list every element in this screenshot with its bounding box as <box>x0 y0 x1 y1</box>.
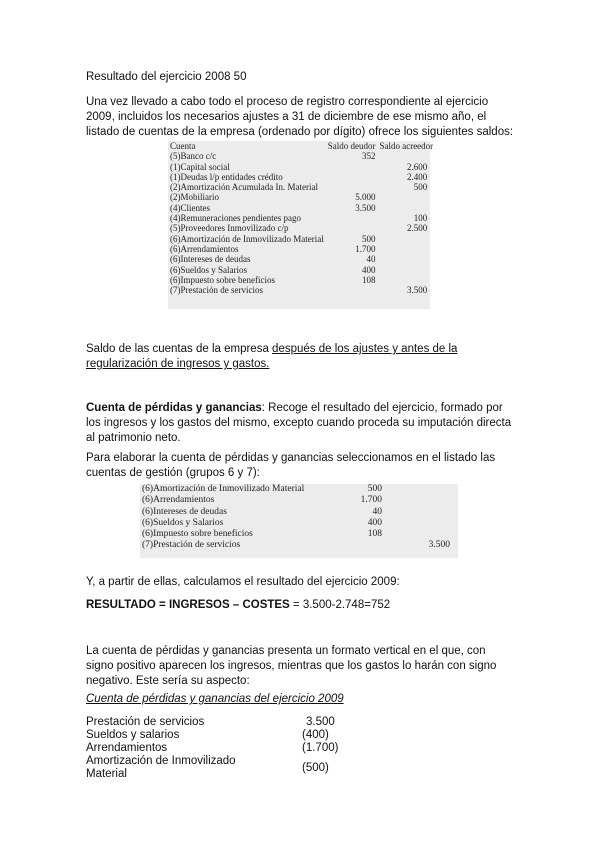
acreedor-cell <box>384 495 458 506</box>
cuenta-cell: (6)Arrendamientos <box>170 243 239 254</box>
heading: Resultado del ejercicio 2008 50 <box>86 71 247 83</box>
deudor-cell: 3.500 <box>355 202 376 213</box>
acreedor-cell: 2.600 <box>406 161 428 172</box>
pyg-statement <box>86 716 386 781</box>
deudor-cell: 1.700 <box>360 495 382 506</box>
table-row <box>168 244 435 254</box>
cuenta-cell: (6)Arrendamientos <box>142 495 215 506</box>
pyg-line-label: Amortización de Inmovilizado Material <box>86 755 236 780</box>
cuenta-cell: (7)Prestación de servicios <box>170 285 263 296</box>
acreedor-cell: 2.400 <box>406 171 428 182</box>
table-row <box>168 172 435 182</box>
deudor-cell: 500 <box>361 233 376 244</box>
acreedor-cell <box>377 192 435 202</box>
cuenta-cell: (4)Remuneraciones pendientes pago <box>170 213 301 224</box>
cuenta-cell: (6)Intereses de deudas <box>142 506 227 517</box>
deudor-cell <box>326 182 378 192</box>
deudor-cell: 108 <box>361 274 376 285</box>
acreedor-cell: 3.500 <box>406 285 428 296</box>
pyg-title: Cuenta de pérdidas y ganancias del ejercicio 2009 <box>86 693 344 705</box>
pyg-line-value: (1.700) <box>302 742 339 754</box>
table-row <box>168 234 435 244</box>
table-row <box>140 484 458 495</box>
formato-paragraph: La cuenta de pérdidas y ganancias presenta un formato vertical en el que, con signo positivo aparecen los ingresos, mientras que los gastos lo harán con signo negativo. Este sería su aspecto: <box>86 645 497 687</box>
cuenta-cell: (2)Amortización Acumulada In. Material <box>170 182 318 193</box>
formula-bold: RESULTADO = INGRESOS – COSTES <box>86 599 290 611</box>
gestion-table-image <box>140 484 458 558</box>
table-row <box>168 182 435 192</box>
cuenta-cell: (6)Amortización de Inmovilizado Material <box>170 233 324 244</box>
cuenta-cell: (6)Sueldos y Salarios <box>170 264 247 275</box>
acreedor-cell <box>377 275 435 285</box>
list-item <box>86 716 386 729</box>
deudor-cell: 352 <box>361 151 376 162</box>
pyg-line-value: (400) <box>302 729 329 741</box>
cuenta-cell: (6)Intereses de deudas <box>170 254 251 265</box>
pyg-definition <box>86 401 516 446</box>
acreedor-cell <box>377 203 435 213</box>
acreedor-cell <box>384 484 458 495</box>
caption-prefix: Saldo de las cuentas de la empresa <box>86 343 273 355</box>
table-caption <box>86 342 516 372</box>
table-row <box>168 223 435 233</box>
deudor-cell: 40 <box>372 506 382 517</box>
table-row <box>168 192 435 202</box>
list-item <box>86 755 386 781</box>
table-row <box>168 151 435 161</box>
cuenta-cell: (1)Capital social <box>170 161 230 172</box>
table-row <box>168 203 435 213</box>
acreedor-cell <box>384 529 458 540</box>
deudor-cell: 5.000 <box>355 192 376 203</box>
header-cuenta: Cuenta <box>170 141 196 151</box>
table-row <box>140 518 458 529</box>
acreedor-cell <box>384 507 458 518</box>
cuenta-cell: (4)Clientes <box>170 202 210 213</box>
caption-underlined: después de los ajustes y antes de la regularización de ingresos y gastos. <box>86 343 458 370</box>
pyg-term: Cuenta de pérdidas y ganancias <box>86 402 262 414</box>
deudor-cell: 400 <box>367 517 382 528</box>
pyg-line-label: Sueldos y salarios <box>86 729 180 741</box>
formula <box>86 598 516 613</box>
deudor-cell <box>326 213 378 223</box>
para-elaborar: Para elaborar la cuenta de pérdidas y ganancias seleccionamos en el listado las cuentas de gestión (grupos 6 y 7): <box>86 452 496 479</box>
pyg-line-value: (500) <box>302 761 329 774</box>
acreedor-cell <box>377 244 435 254</box>
pyg-line-label: Prestación de servicios <box>86 716 205 728</box>
deudor-cell: 108 <box>367 529 382 540</box>
cuenta-cell: (6)Impuesto sobre beneficios <box>142 529 253 540</box>
formula-rest: = 3.500-2.748=752 <box>289 599 391 611</box>
header-saldo-acreedor: Saldo acreedor <box>379 141 434 151</box>
cuenta-cell: (6)Impuesto sobre beneficios <box>170 274 275 285</box>
table-row <box>168 213 435 223</box>
table-row <box>168 254 435 264</box>
deudor-cell: 400 <box>361 264 376 275</box>
acreedor-cell <box>377 234 435 244</box>
list-item <box>86 729 386 742</box>
deudor-cell: 1.700 <box>355 243 376 254</box>
pyg-definition-text: : Recoge el resultado del ejercicio, formado por los ingresos y los gastos del mismo, excepto cuando proceda su imputación directa al patrimonio neto. <box>86 402 512 444</box>
table-row <box>140 540 458 551</box>
acreedor-cell <box>384 518 458 529</box>
acreedor-cell: 100 <box>413 213 428 224</box>
deudor-cell <box>326 223 378 233</box>
table-row <box>168 285 435 295</box>
acreedor-cell: 3.500 <box>428 540 450 551</box>
cuenta-cell: (6)Amortización de Inmovilizado Material <box>142 484 305 494</box>
cuenta-cell: (1)Deudas l/p entidades crédito <box>170 171 283 182</box>
acreedor-cell <box>377 254 435 264</box>
intro-paragraph: Una vez llevado a cabo todo el proceso de registro correspondiente al ejercicio 2009, incluidos los necesarios ajustes a 31 de diciembre de ese mismo año, el listado de cuentas de la empresa (ordenado por dígito) ofrece los siguientes saldos: <box>86 96 514 138</box>
cuenta-cell: (5)Proveedores Inmovilizado c/p <box>170 223 289 234</box>
calculo-intro: Y, a partir de ellas, calculamos el resultado del ejercicio 2009: <box>86 576 400 588</box>
cuenta-cell: (2)Mobiliario <box>170 192 219 203</box>
deudor-cell <box>326 172 378 182</box>
table-row <box>140 507 458 518</box>
table-row <box>168 265 435 275</box>
acreedor-cell <box>377 265 435 275</box>
cuenta-cell: (6)Sueldos y Salarios <box>142 517 224 528</box>
acreedor-cell: 500 <box>413 182 428 193</box>
saldos-header-row <box>168 141 435 151</box>
deudor-cell: 500 <box>367 484 382 494</box>
acreedor-cell <box>377 151 435 161</box>
pyg-line-label: Arrendamientos <box>86 742 168 754</box>
deudor-cell <box>334 540 384 551</box>
table-row <box>140 495 458 506</box>
acreedor-cell: 2.500 <box>406 223 428 234</box>
header-saldo-deudor: Saldo deudor <box>327 141 376 151</box>
cuenta-cell: (5)Banco c/c <box>170 151 217 162</box>
deudor-cell <box>326 162 378 172</box>
table-row <box>168 162 435 172</box>
saldos-table-image <box>168 141 434 309</box>
deudor-cell: 40 <box>366 254 376 265</box>
deudor-cell <box>326 285 378 295</box>
pyg-line-value: 3.500 <box>306 716 335 728</box>
table-row <box>140 529 458 540</box>
table-row <box>168 275 435 285</box>
list-item <box>86 742 386 755</box>
cuenta-cell: (7)Prestación de servicios <box>142 540 241 551</box>
